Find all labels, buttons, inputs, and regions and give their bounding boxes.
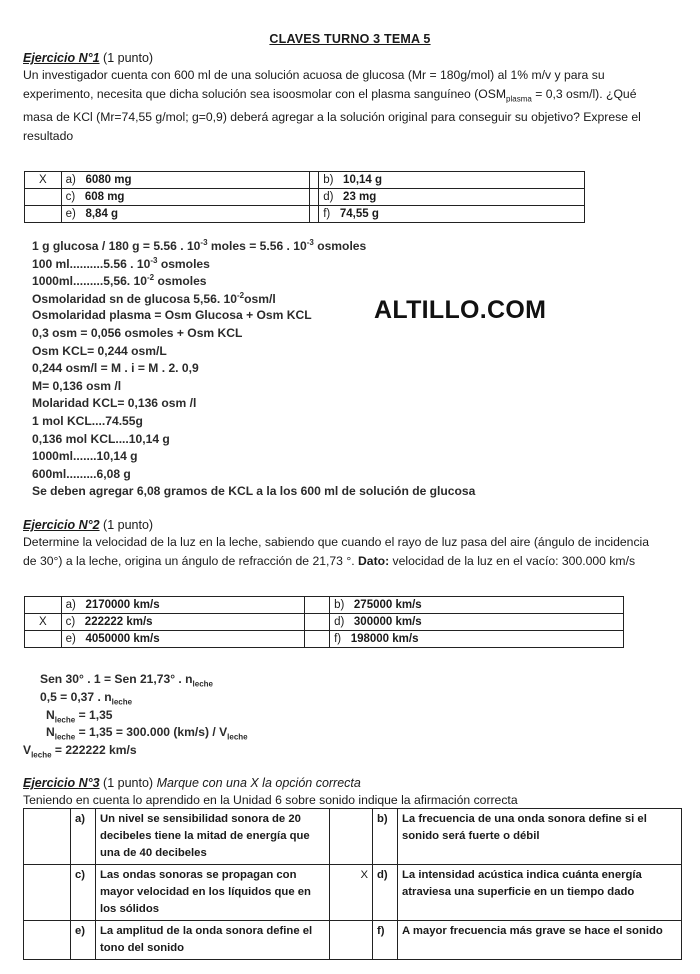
option-letter: a) xyxy=(65,174,76,186)
sol-sub: leche xyxy=(227,732,248,742)
sol-text: = 1,35 = 300.000 (km/s) / V xyxy=(75,725,228,739)
sol-text: 0,5 = 0,37 . n xyxy=(40,690,112,704)
solution-line: Molaridad KCL= 0,136 osm /l xyxy=(32,396,197,411)
option-letter: f) xyxy=(334,633,342,645)
sol-exp: -2 xyxy=(237,290,245,300)
statement-text: = 0,3 osm/l). ¿Qué xyxy=(531,87,637,101)
option-letter-a[interactable]: a) xyxy=(71,809,96,865)
solution-line: 1 mol KCL....74.55g xyxy=(32,413,143,428)
mark-cell[interactable] xyxy=(25,189,62,206)
option-value: 300000 km/s xyxy=(353,616,422,628)
sol-sub: leche xyxy=(31,750,52,760)
option-value: 608 mg xyxy=(84,191,125,203)
statement-line: resultado xyxy=(23,129,74,144)
solution-line xyxy=(32,273,475,291)
option-d[interactable] xyxy=(330,614,624,631)
sol-text: Sen 30° . 1 = Sen 21,73° . n xyxy=(40,672,193,686)
option-f[interactable] xyxy=(319,206,585,223)
option-value: 23 mg xyxy=(343,191,377,203)
statement-line: masa de KCl (Mr=74,55 g/mol; g=0,9) deberá agregar a la solución original para conseguir su objetivo? Exprese el xyxy=(23,110,641,125)
sol-text: N xyxy=(46,708,55,722)
option-letter-b[interactable]: b) xyxy=(373,809,398,865)
option-a[interactable] xyxy=(61,172,309,189)
page-title: CLAVES TURNO 3 TEMA 5 xyxy=(269,32,431,46)
spacer-cell xyxy=(310,172,319,189)
option-letter: b) xyxy=(334,599,345,611)
statement-line xyxy=(23,552,683,571)
sol-text: Osmolaridad sn de glucosa 5,56. 10 xyxy=(32,291,238,306)
option-letter-d[interactable]: d) xyxy=(373,865,398,921)
table-row xyxy=(24,809,682,865)
statement-text: velocidad de la luz en el vacío: 300.000 km/s xyxy=(389,554,636,568)
exercise-3-intro: Teniendo en cuenta lo aprendido en la Unidad 6 sobre sonido indique la afirmación correcta xyxy=(23,793,518,807)
spacer-cell xyxy=(304,614,329,631)
sol-text: 100 ml..........5.56 . 10 xyxy=(32,256,151,271)
sol-sub: leche xyxy=(111,697,133,707)
sol-text: N xyxy=(46,725,55,739)
option-letter: c) xyxy=(65,616,76,628)
sol-text: V xyxy=(23,743,32,757)
sol-text: osm/l xyxy=(244,291,276,306)
option-letter-e[interactable]: e) xyxy=(71,921,96,960)
sol-exp: -3 xyxy=(200,238,208,247)
mark-cell[interactable]: X xyxy=(25,172,62,189)
statement-line: Determine la velocidad de la luz en la leche, sabiendo que cuando el rayo de luz pasa del aire (ángulo de incidencia xyxy=(23,535,650,549)
spacer-cell xyxy=(304,597,329,614)
table-row xyxy=(25,614,624,631)
option-b-text[interactable]: La frecuencia de una onda sonora define si el sonido será fuerte o débil xyxy=(398,809,682,865)
table-row xyxy=(24,865,682,921)
statement-line: Un investigador cuenta con 600 ml de una solución acuosa de glucosa (Mr = 180g/mol) al 1% m/v y para su xyxy=(23,68,605,82)
mark-cell[interactable] xyxy=(330,921,373,960)
option-value: 6080 mg xyxy=(85,174,132,186)
option-letter-c[interactable]: c) xyxy=(71,865,96,921)
mark-cell[interactable] xyxy=(24,809,71,865)
option-c[interactable] xyxy=(61,189,309,206)
option-letter: f) xyxy=(323,208,331,220)
exercise-3-options-table xyxy=(23,808,682,960)
solution-line: 1000ml.......10,14 g xyxy=(32,449,138,464)
exercise-2-solution-line-1 xyxy=(40,672,213,688)
option-value: 2170000 km/s xyxy=(85,599,160,611)
solution-line: 0,136 mol KCL....10,14 g xyxy=(32,431,170,446)
exercise-3-points: (1 punto) xyxy=(103,776,154,790)
statement-line xyxy=(23,85,678,108)
solution-line: M= 0,136 osm /l xyxy=(32,378,122,393)
table-row xyxy=(25,597,624,614)
option-c[interactable] xyxy=(61,614,304,631)
sol-exp: -2 xyxy=(146,273,155,283)
sol-exp: -3 xyxy=(306,238,314,247)
option-value: 8,84 g xyxy=(85,208,119,220)
option-c-text[interactable]: Las ondas sonoras se propagan con mayor velocidad en los líquidos que en los sólidos xyxy=(96,865,330,921)
exercise-2-statement xyxy=(23,533,683,571)
spacer-cell xyxy=(310,206,319,223)
option-letter: d) xyxy=(323,191,334,203)
table-row xyxy=(25,172,585,189)
exercise-2-solution-line-4 xyxy=(46,725,248,741)
option-letter: d) xyxy=(334,616,345,628)
sol-text: moles = 5.56 . 10 xyxy=(207,239,307,254)
exercise-3-label: Ejercicio N°3 xyxy=(23,776,100,790)
exercise-2-solution-line-2 xyxy=(40,690,132,706)
option-letter-f[interactable]: f) xyxy=(373,921,398,960)
option-e-text[interactable]: La amplitud de la onda sonora define el tono del sonido xyxy=(96,921,330,960)
mark-cell[interactable] xyxy=(24,865,71,921)
mark-cell[interactable]: X xyxy=(330,865,373,921)
data-label: Dato: xyxy=(357,554,390,568)
option-a[interactable] xyxy=(61,597,304,614)
exercise-1-options-table xyxy=(24,171,585,223)
option-value: 4050000 km/s xyxy=(85,633,160,645)
option-a-text[interactable]: Un nivel se sensibilidad sonora de 20 decibeles tiene la mitad de energía que una de 40 decibeles xyxy=(96,809,330,865)
mark-cell[interactable] xyxy=(25,631,62,648)
table-row xyxy=(25,206,585,223)
sol-sub: leche xyxy=(54,715,76,725)
solution-line: 600ml.........6,08 g xyxy=(32,466,131,481)
exercise-2-solution-line-3 xyxy=(46,708,113,724)
option-b[interactable] xyxy=(330,597,624,614)
option-f-text[interactable]: A mayor frecuencia más grave se hace el sonido xyxy=(398,921,682,960)
spacer-cell xyxy=(304,631,329,648)
mark-cell[interactable] xyxy=(330,809,373,865)
solution-line: Se deben agregar 6,08 gramos de KCL a la los 600 ml de solución de glucosa xyxy=(32,484,476,499)
exercise-1-points: (1 punto) xyxy=(103,51,154,65)
option-value: 198000 km/s xyxy=(350,633,419,645)
solution-line: 0,3 osm = 0,056 osmoles + Osm KCL xyxy=(32,325,243,340)
statement-text: experimento, necesita que dicha solución sea isoosmolar con el plasma sanguíneo (OSM xyxy=(23,87,507,101)
solution-line: Osmolaridad plasma = Osm Glucosa + Osm KCL xyxy=(32,308,312,323)
option-letter: a) xyxy=(65,599,76,611)
spacer-cell xyxy=(310,189,319,206)
sol-text: osmoles xyxy=(157,256,210,271)
option-letter: c) xyxy=(65,191,76,203)
mark-cell[interactable] xyxy=(24,921,71,960)
exercise-1-label: Ejercicio N°1 xyxy=(23,51,100,65)
exercise-3-instruction: Marque con una X la opción correcta xyxy=(156,776,361,790)
exercise-1-heading xyxy=(23,51,153,65)
sol-sub: leche xyxy=(54,732,76,742)
solution-line xyxy=(32,256,475,274)
option-d[interactable] xyxy=(319,189,585,206)
option-e[interactable] xyxy=(61,206,309,223)
sol-text: = 222222 km/s xyxy=(51,743,137,757)
sol-text: osmoles xyxy=(313,239,367,254)
watermark-logo: ALTILLO.COM xyxy=(374,296,547,324)
sol-text: = 1,35 xyxy=(75,708,113,722)
mark-cell[interactable] xyxy=(25,206,62,223)
option-value: 222222 km/s xyxy=(84,616,153,628)
mark-cell[interactable]: X xyxy=(25,614,62,631)
exercise-2-options-table xyxy=(24,596,624,648)
option-letter: b) xyxy=(323,174,334,186)
exercise-3-heading xyxy=(23,776,361,790)
option-letter: e) xyxy=(65,633,76,645)
table-row xyxy=(25,631,624,648)
statement-text: de 30°) a la leche, origina un ángulo de refracción de 21,73 °. xyxy=(23,554,358,568)
sol-sub: leche xyxy=(192,679,213,689)
option-value: 275000 km/s xyxy=(353,599,422,611)
osm-subscript: plasma xyxy=(506,94,532,104)
option-value: 74,55 g xyxy=(339,208,379,220)
option-letter: e) xyxy=(65,208,76,220)
mark-cell[interactable] xyxy=(25,597,62,614)
exercise-2-label: Ejercicio N°2 xyxy=(23,518,100,532)
solution-line xyxy=(32,238,475,256)
table-row xyxy=(25,189,585,206)
exercise-2-points: (1 punto) xyxy=(103,518,154,532)
exercise-1-statement xyxy=(23,66,678,146)
sol-text: 1 g glucosa / 180 g = 5.56 . 10 xyxy=(32,239,201,254)
sol-text: osmoles xyxy=(154,274,207,289)
sol-exp: -3 xyxy=(150,255,158,265)
exercise-2-solution-line-5 xyxy=(23,743,137,759)
exercise-1-solution xyxy=(32,238,475,502)
sol-text: 1000ml.........5,56. 10 xyxy=(32,274,147,289)
option-d-text[interactable]: La intensidad acústica indica cuánta energía atraviesa una superficie en un tiempo dado xyxy=(398,865,682,921)
solution-line: 0,244 osm/l = M . i = M . 2. 0,9 xyxy=(32,361,199,376)
solution-line: Osm KCL= 0,244 osm/L xyxy=(32,343,167,358)
option-e[interactable] xyxy=(61,631,304,648)
exercise-2-heading xyxy=(23,518,153,532)
option-f[interactable] xyxy=(330,631,624,648)
table-row xyxy=(24,921,682,960)
option-b[interactable] xyxy=(319,172,585,189)
option-value: 10,14 g xyxy=(343,174,383,186)
